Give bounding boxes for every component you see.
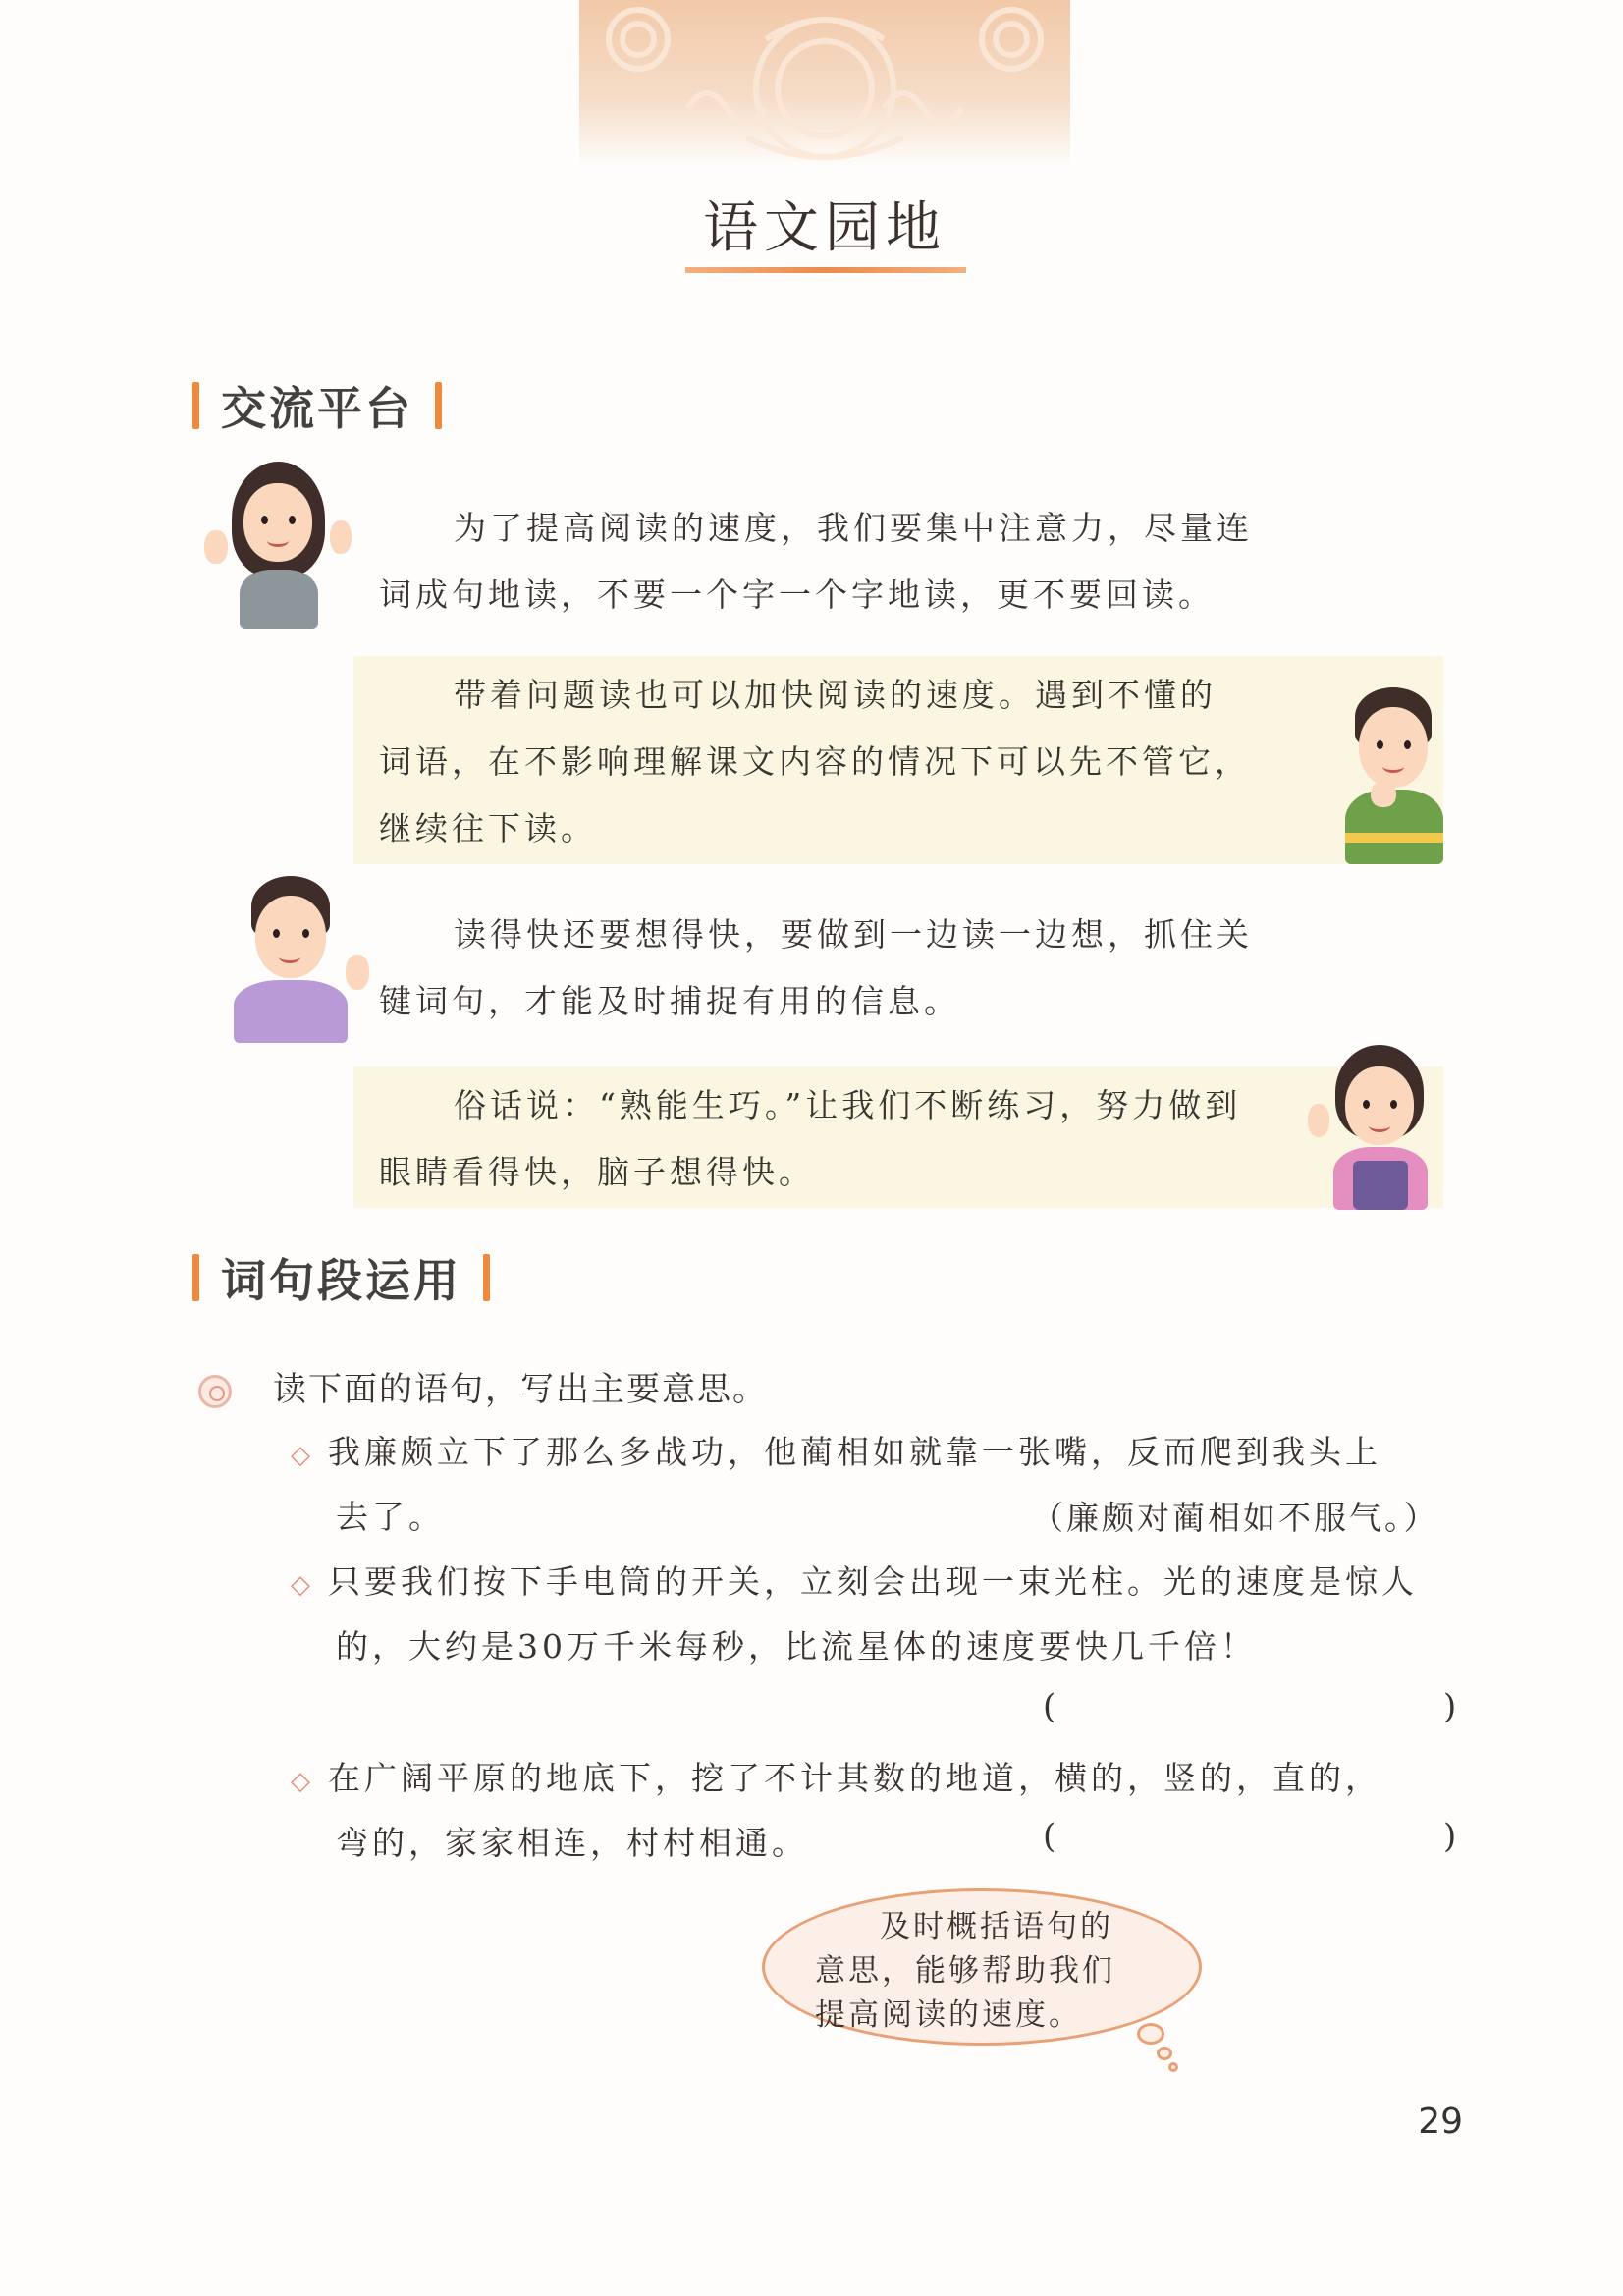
item-3-text-1: 在广阔平原的地底下，挖了不计其数的地道，横的，竖的，直的， — [328, 1759, 1381, 1797]
dialog-1 — [379, 495, 1282, 629]
item-1-answer: （廉颇对蔺相如不服气。） — [1031, 1499, 1439, 1537]
exercise-number-icon — [198, 1375, 232, 1408]
item-3-answer-close: ) — [1443, 1817, 1457, 1856]
header-decoration — [579, 0, 1070, 167]
item-3-line-1 — [291, 1746, 1381, 1814]
item-1-line-1 — [291, 1420, 1381, 1488]
girl-illustration — [204, 462, 352, 629]
boy-thinking-illustration — [1333, 687, 1451, 864]
section-bar-left — [192, 382, 199, 429]
dialog-4 — [379, 1072, 1302, 1206]
tip-line-3: 提高阅读的速度。 — [815, 1997, 1082, 2033]
thought-dot-small — [1168, 2062, 1178, 2072]
section-title-exchange: 交流平台 — [221, 382, 413, 435]
dialog-4-line-1: 俗话说：“熟能生巧。”让我们不断练习，努力做到 — [454, 1086, 1242, 1124]
dialog-3-line-2: 键词句，才能及时捕捉有用的信息。 — [379, 982, 960, 1020]
item-2-answer-close: ) — [1443, 1687, 1457, 1726]
dialog-3 — [379, 902, 1282, 1035]
diamond-bullet-icon: ◇ — [291, 1570, 314, 1600]
item-2-answer-blank[interactable] — [1070, 1685, 1434, 1730]
item-2-line-1 — [291, 1550, 1418, 1617]
section-bar-right — [435, 382, 442, 429]
page-number: 29 — [1418, 2102, 1463, 2142]
tip-text — [815, 1905, 1178, 2038]
item-3-answer-blank[interactable] — [1070, 1815, 1434, 1860]
ornament-pattern — [579, 0, 1070, 167]
item-2-answer-open: ( — [1043, 1687, 1056, 1726]
tip-line-1: 及时概括语句的 — [880, 1909, 1113, 1944]
dialog-3-line-1: 读得快还要想得快，要做到一边读一边想，抓住关 — [454, 915, 1253, 954]
diamond-bullet-icon: ◇ — [291, 1441, 314, 1470]
page-title: 语文园地 — [703, 196, 947, 260]
dialog-2-line-2: 词语，在不影响理解课文内容的情况下可以先不管它， — [379, 742, 1251, 781]
dialog-2-line-1: 带着问题读也可以加快阅读的速度。遇到不懂的 — [454, 676, 1217, 714]
dialog-1-line-1: 为了提高阅读的速度，我们要集中注意力，尽量连 — [454, 509, 1253, 547]
thought-dot-medium — [1157, 2047, 1172, 2060]
section-bar-left — [192, 1254, 199, 1301]
dialog-2-line-3: 继续往下读。 — [379, 809, 597, 847]
item-2-text-1: 只要我们按下手电筒的开关，立刻会出现一束光柱。光的速度是惊人 — [328, 1562, 1418, 1601]
section-header-usage — [192, 1243, 490, 1312]
item-3-line-2: 弯的，家家相连，村村相通。 — [336, 1824, 808, 1862]
title-underline — [685, 267, 966, 273]
boy-waving-illustration — [224, 876, 371, 1043]
item-3-answer-open: ( — [1043, 1817, 1056, 1856]
dialog-1-line-2: 词成句地读，不要一个字一个字地读，更不要回读。 — [379, 575, 1215, 614]
section-bar-right — [483, 1254, 490, 1301]
section-title-usage: 词句段运用 — [221, 1254, 461, 1307]
item-1-text-1: 我廉颇立下了那么多战功，他蔺相如就靠一张嘴，反而爬到我头上 — [328, 1433, 1381, 1471]
exercise-instruction: 读下面的语句，写出主要意思。 — [273, 1370, 768, 1409]
girl-pointing-illustration — [1306, 1045, 1443, 1210]
item-1-line-2: 去了。 — [336, 1498, 445, 1536]
dialog-4-line-2: 眼睛看得快，脑子想得快。 — [379, 1153, 815, 1191]
section-header-exchange — [192, 371, 442, 440]
dialog-2 — [379, 662, 1302, 862]
tip-line-2: 意思，能够帮助我们 — [815, 1953, 1115, 1989]
item-2-line-2: 的，大约是30万千米每秒，比流星体的速度要快几千倍！ — [336, 1627, 1257, 1666]
diamond-bullet-icon: ◇ — [291, 1767, 314, 1796]
